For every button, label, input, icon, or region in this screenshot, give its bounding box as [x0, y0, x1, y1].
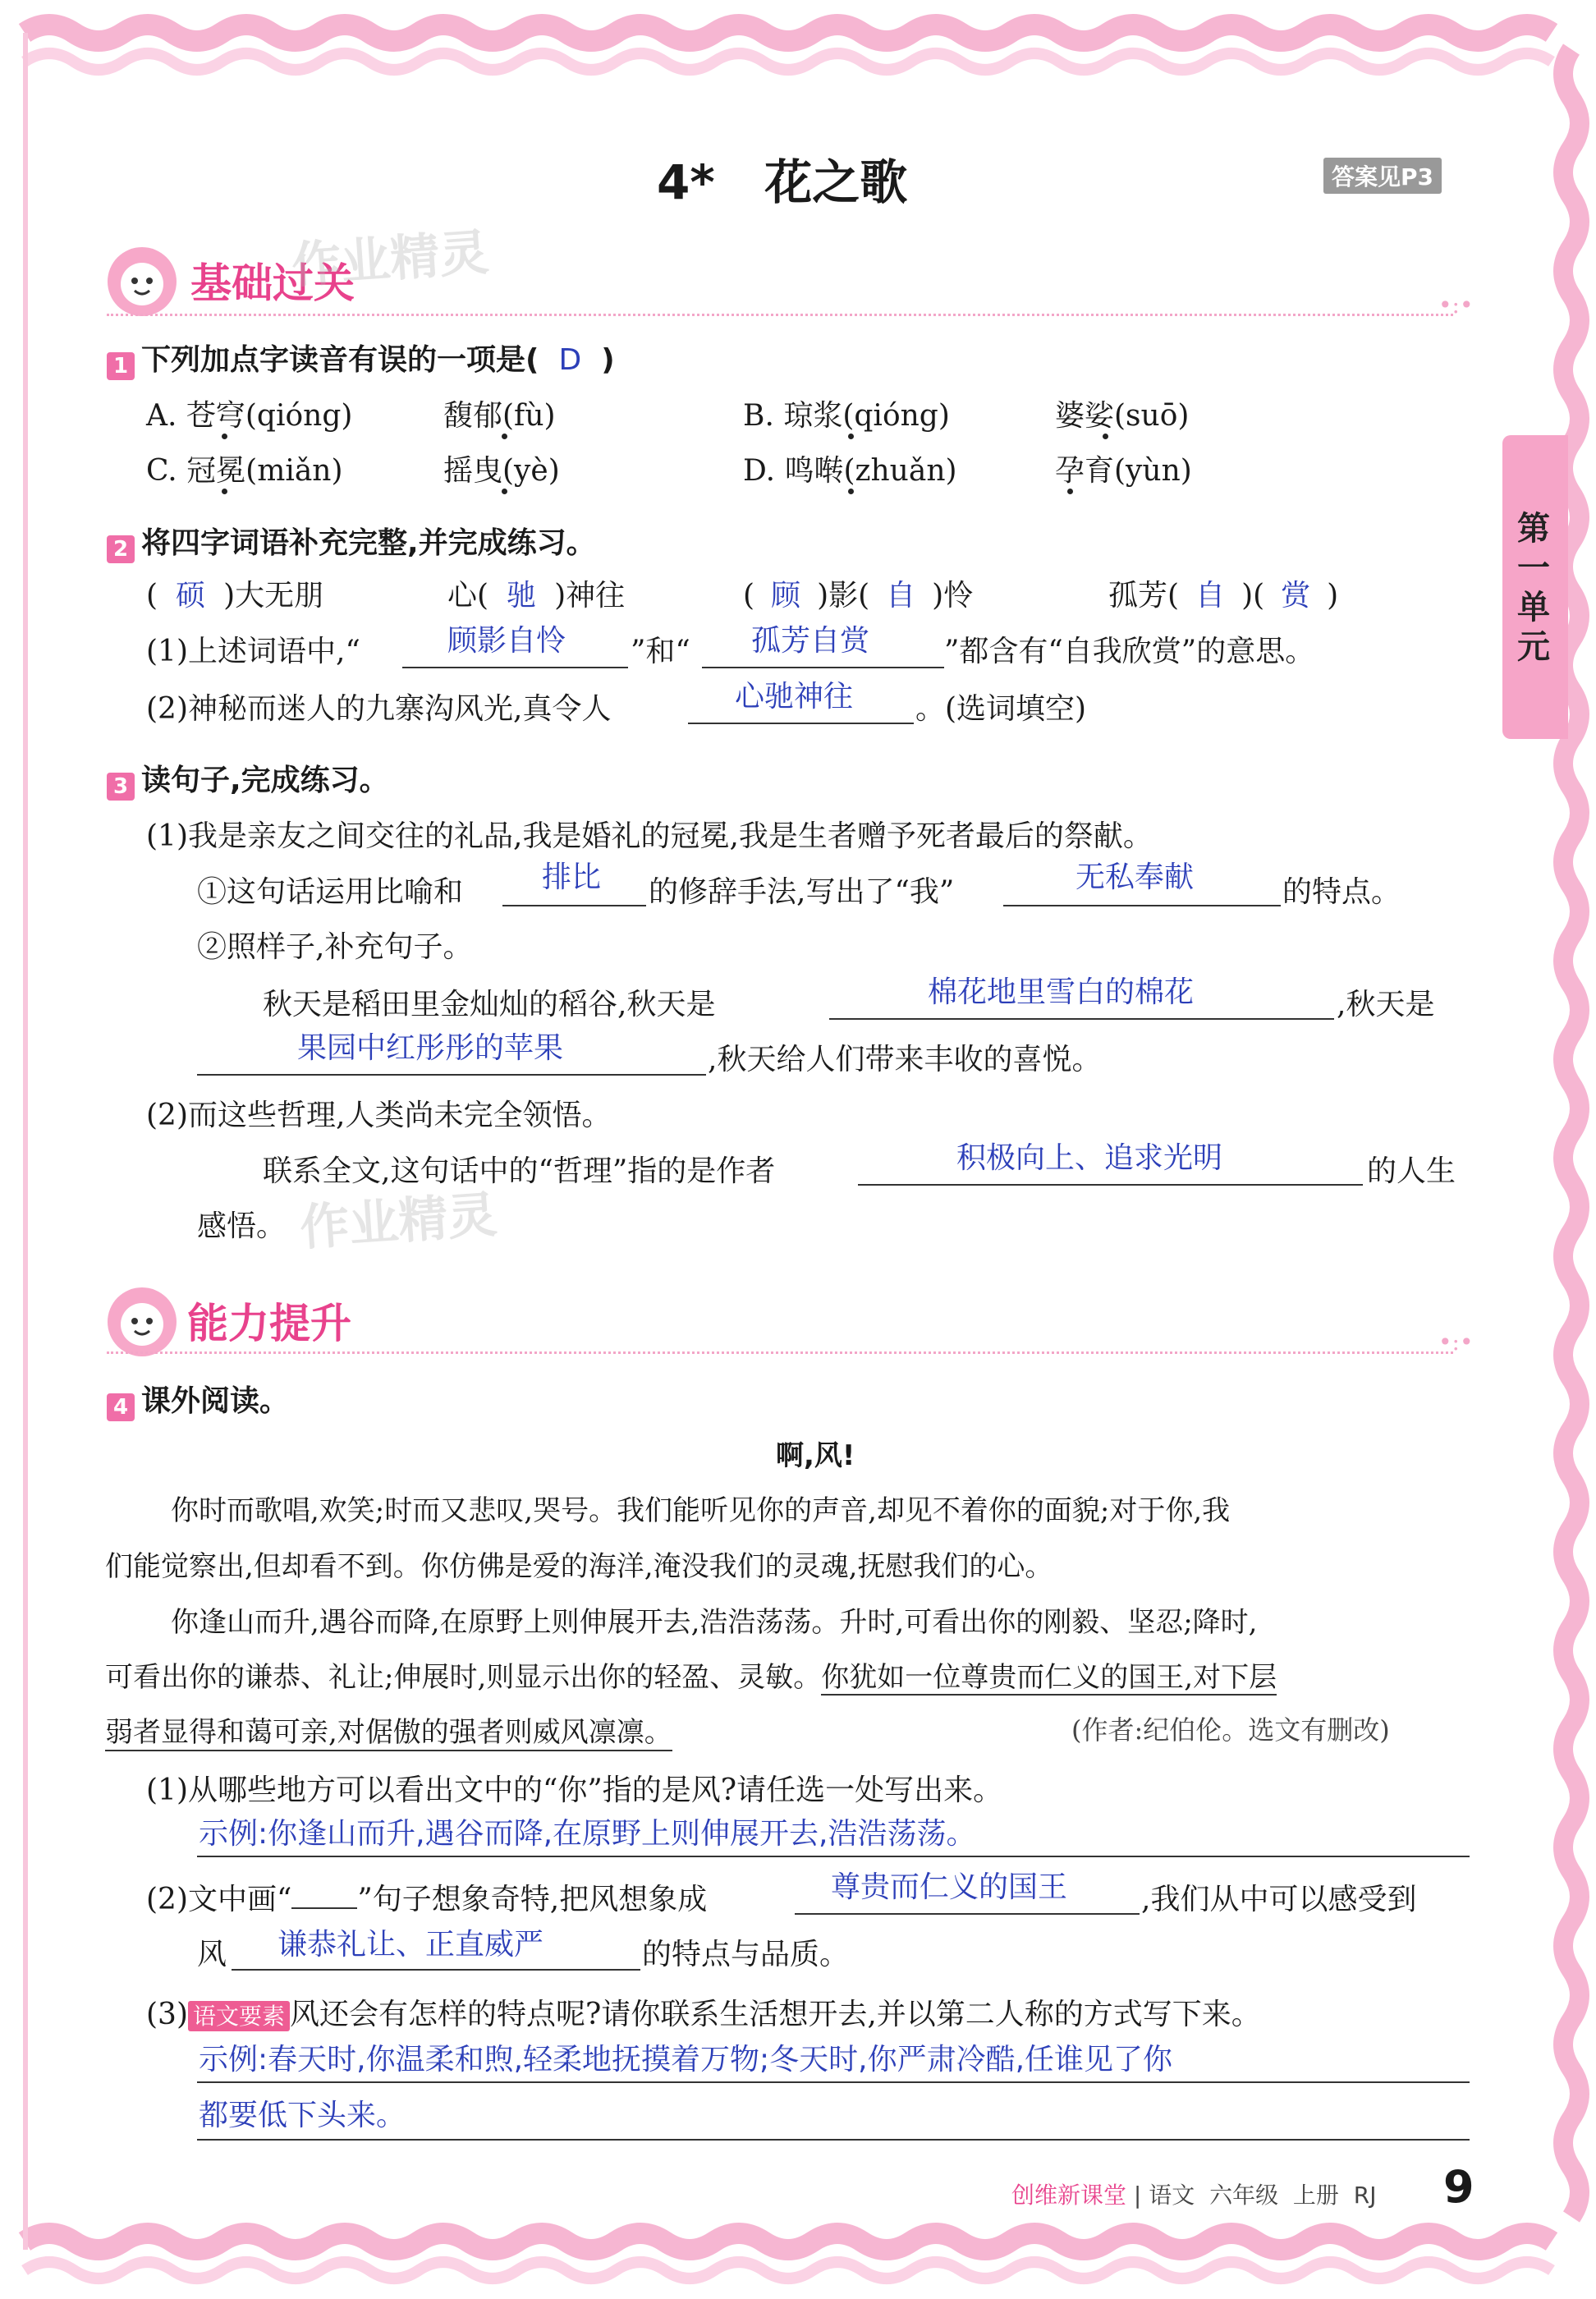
q3-1c-answer-2: 果园中红彤彤的苹果 — [297, 1031, 564, 1065]
q2-sub1-answer-2: 孤芳自赏 — [751, 624, 870, 658]
q2-sub1-prefix: (1)上述词语中,“ — [146, 635, 360, 668]
answer-blank-line — [502, 905, 646, 906]
question-stem: 将四字词语补充完整,并完成练习。 — [141, 526, 596, 560]
mascot-icon — [105, 1285, 179, 1359]
passage-para1-line2: 们能觉察出,但却看不到。你仿佛是爱的海洋,淹没我们的灵魂,抚慰我们的心。 — [105, 1550, 1053, 1583]
page-number: 9 — [1443, 2161, 1474, 2213]
q2-sub1-answer-1: 顾影自怜 — [447, 624, 566, 658]
footer-series: 创维新课堂 — [1011, 2182, 1127, 2209]
emphasis-dot — [1103, 434, 1108, 439]
word-2-prefix: 心( — [447, 579, 489, 613]
q3-2a-suffix: 的人生 — [1367, 1154, 1456, 1188]
q3-1a-suffix: 的特点。 — [1282, 875, 1401, 909]
q3-1a-answer-1: 排比 — [542, 860, 602, 894]
option-a2: 馥郁(fù) — [443, 399, 556, 433]
mascot-icon — [105, 245, 179, 319]
question-1-answer: D — [558, 343, 582, 377]
emphasis-dot — [222, 434, 227, 439]
option-d2: 孕育(yùn) — [1055, 454, 1192, 488]
word-1-answer: 硕 — [176, 579, 206, 613]
q4-sub3-answer-line1: 示例:春天时,你温柔和煦,轻柔地抚摸着万物;冬天时,你严肃冷酷,任谁见了你 — [199, 2043, 1173, 2076]
answer-blank-line — [197, 2081, 1470, 2083]
emphasis-dot — [222, 489, 227, 494]
emphasis-dot — [502, 489, 507, 494]
footer-grade: 六年级 — [1209, 2182, 1279, 2209]
q3-1a-middle: 的修辞手法,写出了“我” — [649, 875, 955, 909]
answer-blank-line — [232, 1969, 640, 1971]
option-b1: B. 琼浆(qióng) — [743, 399, 950, 433]
word-2-answer: 驰 — [507, 579, 537, 613]
q2-sub2-prefix: (2)神秘而迷人的九寨沟风光,真令人 — [146, 692, 612, 726]
word-3-middle: )影( — [817, 579, 870, 613]
question-stem: 课外阅读。 — [141, 1384, 290, 1418]
question-4-heading — [107, 1378, 289, 1421]
passage-title: 啊,风! — [776, 1439, 855, 1472]
word-4-middle: )( — [1241, 579, 1265, 613]
word-3-answer-1: 顾 — [771, 579, 801, 613]
q2-sub2-suffix: 。(选词填空) — [915, 692, 1087, 726]
section-title-basic: 基础过关 — [190, 259, 355, 307]
word-4: 孤芳( 自 )( 赏 ) — [1108, 579, 1339, 613]
q4-sub2b-prefix: 风 — [197, 1938, 227, 1971]
question-3-heading — [107, 757, 389, 801]
option-b2: 婆娑(suō) — [1055, 399, 1190, 433]
q3-1a-answer-2: 无私奉献 — [1075, 860, 1195, 894]
q4-sub2-middle: ”句子想象奇特,把风想象成 — [357, 1883, 708, 1916]
answer-blank-line — [197, 1856, 1470, 1857]
footer-volume: 上册 — [1292, 2182, 1339, 2209]
q3-sentence-2: (2)而这些哲理,人类尚未完全领悟。 — [146, 1099, 612, 1132]
q4-sub2b-suffix: 的特点与品质。 — [642, 1938, 850, 1971]
divider-dots-icon: •:• — [1438, 1328, 1474, 1356]
answer-blank-line — [402, 667, 628, 668]
lesson-title-block — [657, 144, 907, 213]
question-stem: 读句子,完成练习。 — [141, 764, 389, 797]
decorative-frame-right — [1539, 0, 1596, 2297]
q4-sub1-answer: 示例:你逢山而升,遇谷而降,在原野上则伸展开去,浩浩荡荡。 — [199, 1817, 976, 1851]
section-divider — [107, 1351, 1453, 1354]
q3-1c-prefix: 秋天是稻田里金灿灿的稻谷,秋天是 — [263, 988, 716, 1021]
footer-info: 创维新课堂 | 语文 六年级 上册 RJ — [1011, 2182, 1377, 2209]
q4-sub2-suffix: ,我们从中可以感受到 — [1141, 1883, 1417, 1916]
question-number: 4 — [107, 1393, 135, 1421]
underlined-sentence: 你犹如一位尊贵而仁义的国王,对下层 — [821, 1661, 1277, 1694]
passage-para2-line2 — [105, 1654, 1277, 1695]
option-c2: 摇曳(yè) — [443, 454, 560, 488]
divider-dots-icon: •:• — [1438, 291, 1474, 319]
q4-sub2-line1 — [146, 1876, 707, 1918]
decorative-frame-left — [23, 33, 28, 2250]
q4-sub2-answer-1: 尊贵而仁义的国王 — [831, 1870, 1068, 1904]
question-number: 2 — [107, 535, 135, 563]
q4-sub1-stem: (1)从哪些地方可以看出文中的“你”指的是风?请任选一处写出来。 — [146, 1774, 1003, 1807]
answer-blank-line — [688, 723, 914, 724]
answer-blank-line — [858, 1184, 1363, 1186]
emphasis-dot — [1067, 489, 1073, 494]
q2-sub2-answer: 心驰神往 — [735, 680, 854, 714]
answer-blank-line — [702, 667, 944, 668]
answer-blank-line — [197, 1074, 706, 1076]
answer-blank-line — [829, 1018, 1334, 1020]
lesson-number: 4* — [657, 154, 715, 210]
underline-marker — [291, 1907, 357, 1909]
passage-para2-line3: 弱者显得和蔼可亲,对倨傲的强者则威风凛凛。 — [105, 1709, 672, 1751]
q3-1a-prefix: ①这句话运用比喻和 — [197, 875, 464, 909]
answer-blank-line — [795, 1913, 1140, 1915]
watermark-text: 作业精灵 — [298, 1186, 499, 1258]
question-1-heading — [107, 337, 615, 380]
q2-sub1-suffix: ”都含有“自我欣赏”的意思。 — [944, 635, 1315, 668]
emphasis-dot — [502, 434, 507, 439]
watermark-text: 作业精灵 — [290, 223, 491, 296]
word-1: ( 硕 )大无朋 — [146, 579, 324, 613]
section-title-advanced: 能力提升 — [187, 1300, 351, 1347]
answer-blank-line — [1003, 905, 1281, 906]
q4-sub3-stem — [146, 1991, 1261, 2033]
answer-reference-badge: 答案见P3 — [1323, 158, 1442, 194]
footer-edition: RJ — [1353, 2182, 1377, 2209]
q4-sub2-answer-2: 谦恭礼让、正直威严 — [277, 1928, 544, 1962]
word-3-answer-2: 自 — [886, 579, 916, 613]
q4-sub3-answer-line2: 都要低下头来。 — [199, 2099, 406, 2132]
decorative-frame-top — [0, 0, 1596, 99]
word-1-rest: )大无朋 — [223, 579, 324, 613]
footer-subject: 语文 — [1149, 2182, 1195, 2209]
q3-1c-answer-1: 棉花地里雪白的棉花 — [928, 975, 1195, 1009]
option-a1: A. 苍穹(qióng) — [146, 399, 353, 433]
word-2 — [447, 572, 625, 614]
passage-source: (作者:纪伯伦。选文有删改) — [1071, 1714, 1390, 1746]
option-c1: C. 冠冕(miǎn) — [146, 454, 343, 488]
q3-1c-middle: ,秋天是 — [1337, 988, 1435, 1021]
q3-1b-prompt: ②照样子,补充句子。 — [197, 930, 473, 964]
closing-paren: ) — [601, 343, 615, 377]
word-3-rest: )怜 — [932, 579, 974, 613]
word-4-answer-2: 赏 — [1281, 579, 1311, 613]
q4-sub2-prefix: (2)文中画“ — [146, 1883, 292, 1916]
word-4-answer-1: 自 — [1195, 579, 1226, 613]
passage-para2-line1: 你逢山而升,遇谷而降,在原野上则伸展开去,浩浩荡荡。升时,可看出你的刚毅、坚忍;降时, — [171, 1606, 1258, 1639]
passage-text: 可看出你的谦恭、礼让;伸展时,则显示出你的轻盈、灵敏。 — [105, 1661, 822, 1694]
q2-sub1-middle: ”和“ — [631, 635, 690, 668]
lesson-title: 花之歌 — [764, 154, 908, 210]
emphasis-dot — [848, 434, 854, 439]
decorative-frame-bottom — [0, 2200, 1596, 2299]
option-d1: D. 鸣啭(zhuǎn) — [743, 454, 957, 488]
passage-para1-line1: 你时而歌唱,欢笑;时而又悲叹,哭号。我们能听见你的声音,却见不着你的面貌;对于你,我 — [171, 1494, 1231, 1527]
q4-sub3-question: 风还会有怎样的特点呢?请你联系生活想开去,并以第二人称的方式写下来。 — [290, 1998, 1261, 2031]
word-2-rest: )神往 — [554, 579, 626, 613]
q3-2b-line: 感悟。 — [197, 1209, 287, 1243]
question-number: 3 — [107, 773, 135, 801]
q3-2a-prefix: 联系全文,这句话中的“哲理”指的是作者 — [263, 1154, 776, 1188]
word-4-prefix: 孤芳( — [1108, 579, 1180, 613]
question-2-heading — [107, 520, 596, 563]
word-3: ( 顾 )影( 自 )怜 — [743, 579, 974, 613]
unit-side-tab-label: 第一单元 — [1517, 510, 1550, 666]
answer-blank-line — [197, 2139, 1470, 2141]
section-divider — [107, 314, 1453, 316]
q3-2a-answer: 积极向上、追求光明 — [956, 1141, 1223, 1175]
question-stem: 下列加点字读音有误的一项是( — [141, 343, 539, 377]
q3-sentence-1: (1)我是亲友之间交往的礼品,我是婚礼的冠冕,我是生者赠予死者最后的祭献。 — [146, 819, 1153, 853]
chinese-element-tag: 语文要素 — [188, 2001, 290, 2031]
q3-1c-suffix: ,秋天给人们带来丰收的喜悦。 — [708, 1043, 1102, 1076]
q4-sub3-prefix: (3) — [146, 1998, 188, 2031]
question-number: 1 — [107, 352, 135, 380]
emphasis-dot — [848, 489, 854, 494]
